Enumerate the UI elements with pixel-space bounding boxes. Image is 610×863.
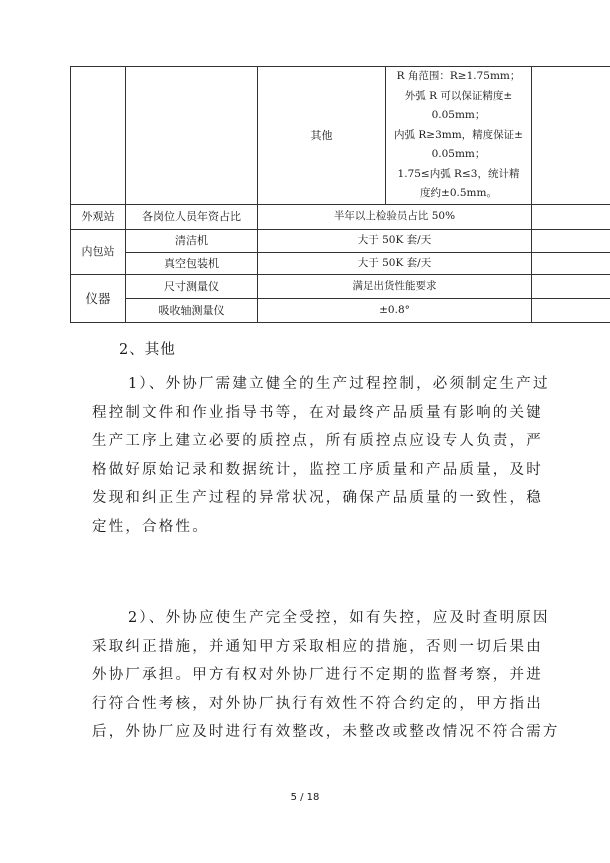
note-line: 度约±0.5mm。 bbox=[420, 187, 497, 200]
paragraph-line: 格做好原始记录和数据统计，监控工序质量和产品质量，及时 bbox=[92, 461, 543, 478]
table-row-other bbox=[71, 67, 610, 205]
item-cell: 真空包装机 bbox=[126, 253, 258, 275]
category-cell: 仪器 bbox=[71, 275, 126, 323]
requirement-cell: 半年以上检验员占比 50% bbox=[258, 205, 532, 230]
item-cell: 尺寸测量仪 bbox=[126, 275, 258, 299]
notes-cell bbox=[386, 67, 532, 205]
table-cell bbox=[532, 275, 610, 299]
paragraph-2 bbox=[92, 604, 562, 747]
paragraph-line: 行符合性考核，对外协厂执行有效性不符合约定的，甲方指出 bbox=[92, 695, 543, 712]
table-cell bbox=[532, 205, 610, 230]
note-line: 0.05mm； bbox=[431, 148, 486, 161]
paragraph-line: 采取纠正措施，并通知甲方采取相应的措施，否则一切后果由 bbox=[92, 638, 543, 655]
note-line: 1.75≤内弧 R≤3，统计精 bbox=[397, 167, 520, 180]
spec-table bbox=[70, 66, 610, 323]
note-line: R 角范围：R≥1.75mm； bbox=[396, 70, 521, 83]
paragraph-line: 定性，合格性。 bbox=[92, 518, 209, 535]
paragraph-line: 外协厂承担。甲方有权对外协厂进行不定期的监督考察，并进 bbox=[92, 667, 543, 683]
note-line: 内弧 R≥3mm，精度保证± bbox=[394, 128, 523, 141]
table-row bbox=[71, 253, 610, 275]
requirement-cell: 大于 50K 套/天 bbox=[258, 230, 532, 253]
item-cell-other: 其他 bbox=[258, 67, 386, 205]
table-cell bbox=[532, 299, 610, 323]
section-heading: 2、其他 bbox=[119, 342, 176, 358]
item-cell: 清洁机 bbox=[126, 230, 258, 253]
requirement-cell: 大于 50K 套/天 bbox=[258, 253, 532, 275]
paragraph-line: 1）、外协厂需建立健全的生产过程控制，必须制定生产过 bbox=[128, 376, 550, 392]
paragraph-line: 后，外协厂应及时进行有效整改，未整改或整改情况不符合需方 bbox=[92, 724, 560, 740]
table-row bbox=[71, 230, 610, 253]
table-cell bbox=[532, 67, 610, 205]
table-cell bbox=[532, 230, 610, 253]
page-number: 5 / 18 bbox=[290, 792, 320, 803]
requirement-cell: 满足出货性能要求 bbox=[258, 275, 532, 299]
category-cell: 外观站 bbox=[71, 205, 126, 230]
table-row bbox=[71, 275, 610, 299]
paragraph-line: 发现和纠正生产过程的异常状况，确保产品质量的一致性，稳 bbox=[92, 490, 543, 506]
category-cell: 内包站 bbox=[71, 230, 126, 275]
paragraph-line: 生产工序上建立必要的质控点，所有质控点应设专人负责，严 bbox=[92, 433, 543, 449]
paragraph-line: 2）、外协应使生产完全受控，如有失控，应及时查明原因 bbox=[128, 610, 550, 626]
paragraph-line: 程控制文件和作业指导书等，在对最终产品质量有影响的关键 bbox=[92, 404, 543, 421]
note-line: 0.05mm； bbox=[431, 109, 486, 122]
note-line: 外弧 R 可以保证精度± bbox=[404, 89, 513, 102]
paragraph-1 bbox=[92, 370, 562, 541]
item-cell: 吸收轴测量仪 bbox=[126, 299, 258, 323]
table-row bbox=[71, 299, 610, 323]
table-cell bbox=[71, 67, 126, 205]
table-cell bbox=[532, 253, 610, 275]
table-row bbox=[71, 205, 610, 230]
item-cell: 各岗位人员年资占比 bbox=[126, 205, 258, 230]
table-cell bbox=[126, 67, 258, 205]
requirement-cell: ±0.8° bbox=[258, 299, 532, 323]
